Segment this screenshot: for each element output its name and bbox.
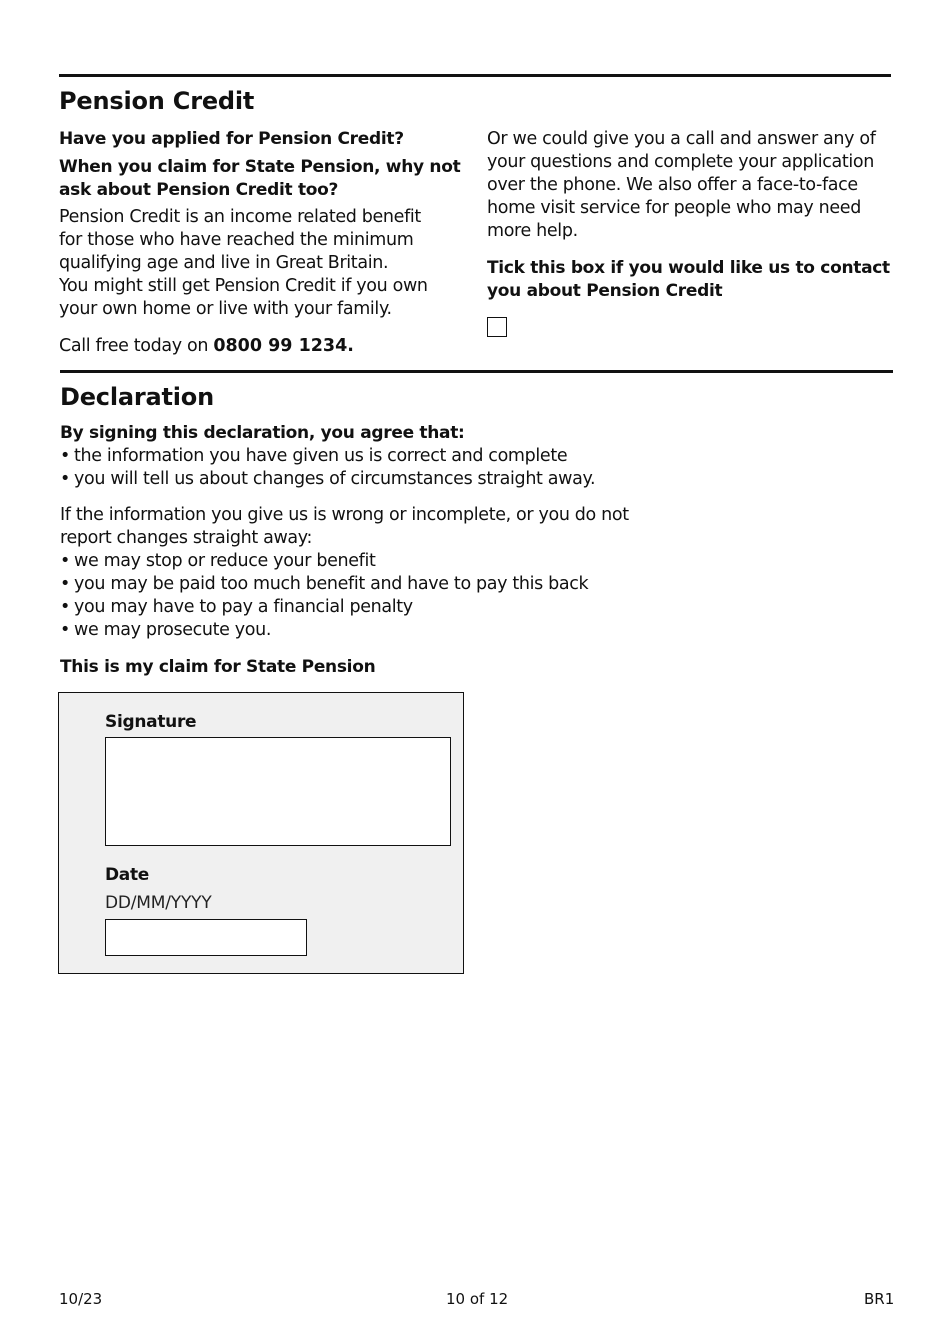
date-format-hint: DD/MM/YYYY (105, 893, 212, 913)
warning-line: If the information you give us is wrong or incomplete, or you do not (60, 505, 629, 525)
phone-number: 0800 99 1234. (213, 336, 354, 356)
declaration-intro: By signing this declaration, you agree that: (60, 423, 465, 443)
tick-label-line: you about Pension Credit (487, 281, 723, 301)
phone-service-line: your questions and complete your application (487, 152, 875, 172)
pension-credit-question: Have you applied for Pension Credit? (59, 129, 404, 149)
pension-credit-description (59, 206, 428, 321)
signature-panel (58, 692, 464, 974)
call-free-prefix: Call free today on (59, 336, 214, 356)
phone-service-line: more help. (487, 221, 578, 241)
description-line: qualifying age and live in Great Britain. (59, 253, 389, 273)
agreement-item: • you will tell us about changes of circumstances straight away. (60, 469, 596, 489)
footer-page-number: 10 of 12 (446, 1290, 509, 1308)
section-divider-declaration (60, 370, 893, 373)
pension-credit-subquestion (59, 156, 460, 202)
subquestion-line: When you claim for State Pension, why not (59, 157, 461, 177)
tick-label-line: Tick this box if you would like us to contact (487, 258, 890, 278)
consequence-item: • we may prosecute you. (60, 620, 272, 640)
signature-label: Signature (105, 712, 197, 732)
date-label: Date (105, 865, 150, 885)
phone-service-line: Or we could give you a call and answer any of (487, 129, 876, 149)
footer-date-code: 10/23 (59, 1290, 103, 1308)
date-field[interactable] (105, 919, 307, 956)
phone-service-description (487, 128, 876, 243)
description-line: Pension Credit is an income related benefit (59, 207, 421, 227)
description-line: You might still get Pension Credit if you own (59, 276, 428, 296)
subquestion-line: ask about Pension Credit too? (59, 180, 339, 200)
call-free-text (59, 335, 354, 358)
section-divider-pension-credit (59, 74, 891, 77)
contact-pension-credit-checkbox[interactable] (487, 317, 507, 337)
consequence-item: • we may stop or reduce your benefit (60, 551, 376, 571)
consequence-item: • you may be paid too much benefit and have to pay this back (60, 574, 589, 594)
footer-form-code: BR1 (864, 1290, 895, 1308)
description-line: for those who have reached the minimum (59, 230, 414, 250)
declaration-heading: Declaration (60, 383, 214, 411)
description-line: your own home or live with your family. (59, 299, 392, 319)
signature-field[interactable] (105, 737, 451, 846)
consequence-item: • you may have to pay a financial penalty (60, 597, 413, 617)
agreement-item: • the information you have given us is correct and complete (60, 446, 568, 466)
agreement-list (60, 445, 595, 491)
claim-statement: This is my claim for State Pension (60, 657, 376, 677)
contact-tick-label (487, 257, 890, 303)
warning-text (60, 504, 629, 642)
pension-credit-heading: Pension Credit (59, 87, 255, 115)
phone-service-line: home visit service for people who may need (487, 198, 861, 218)
phone-service-line: over the phone. We also offer a face-to-face (487, 175, 858, 195)
warning-line: report changes straight away: (60, 528, 313, 548)
